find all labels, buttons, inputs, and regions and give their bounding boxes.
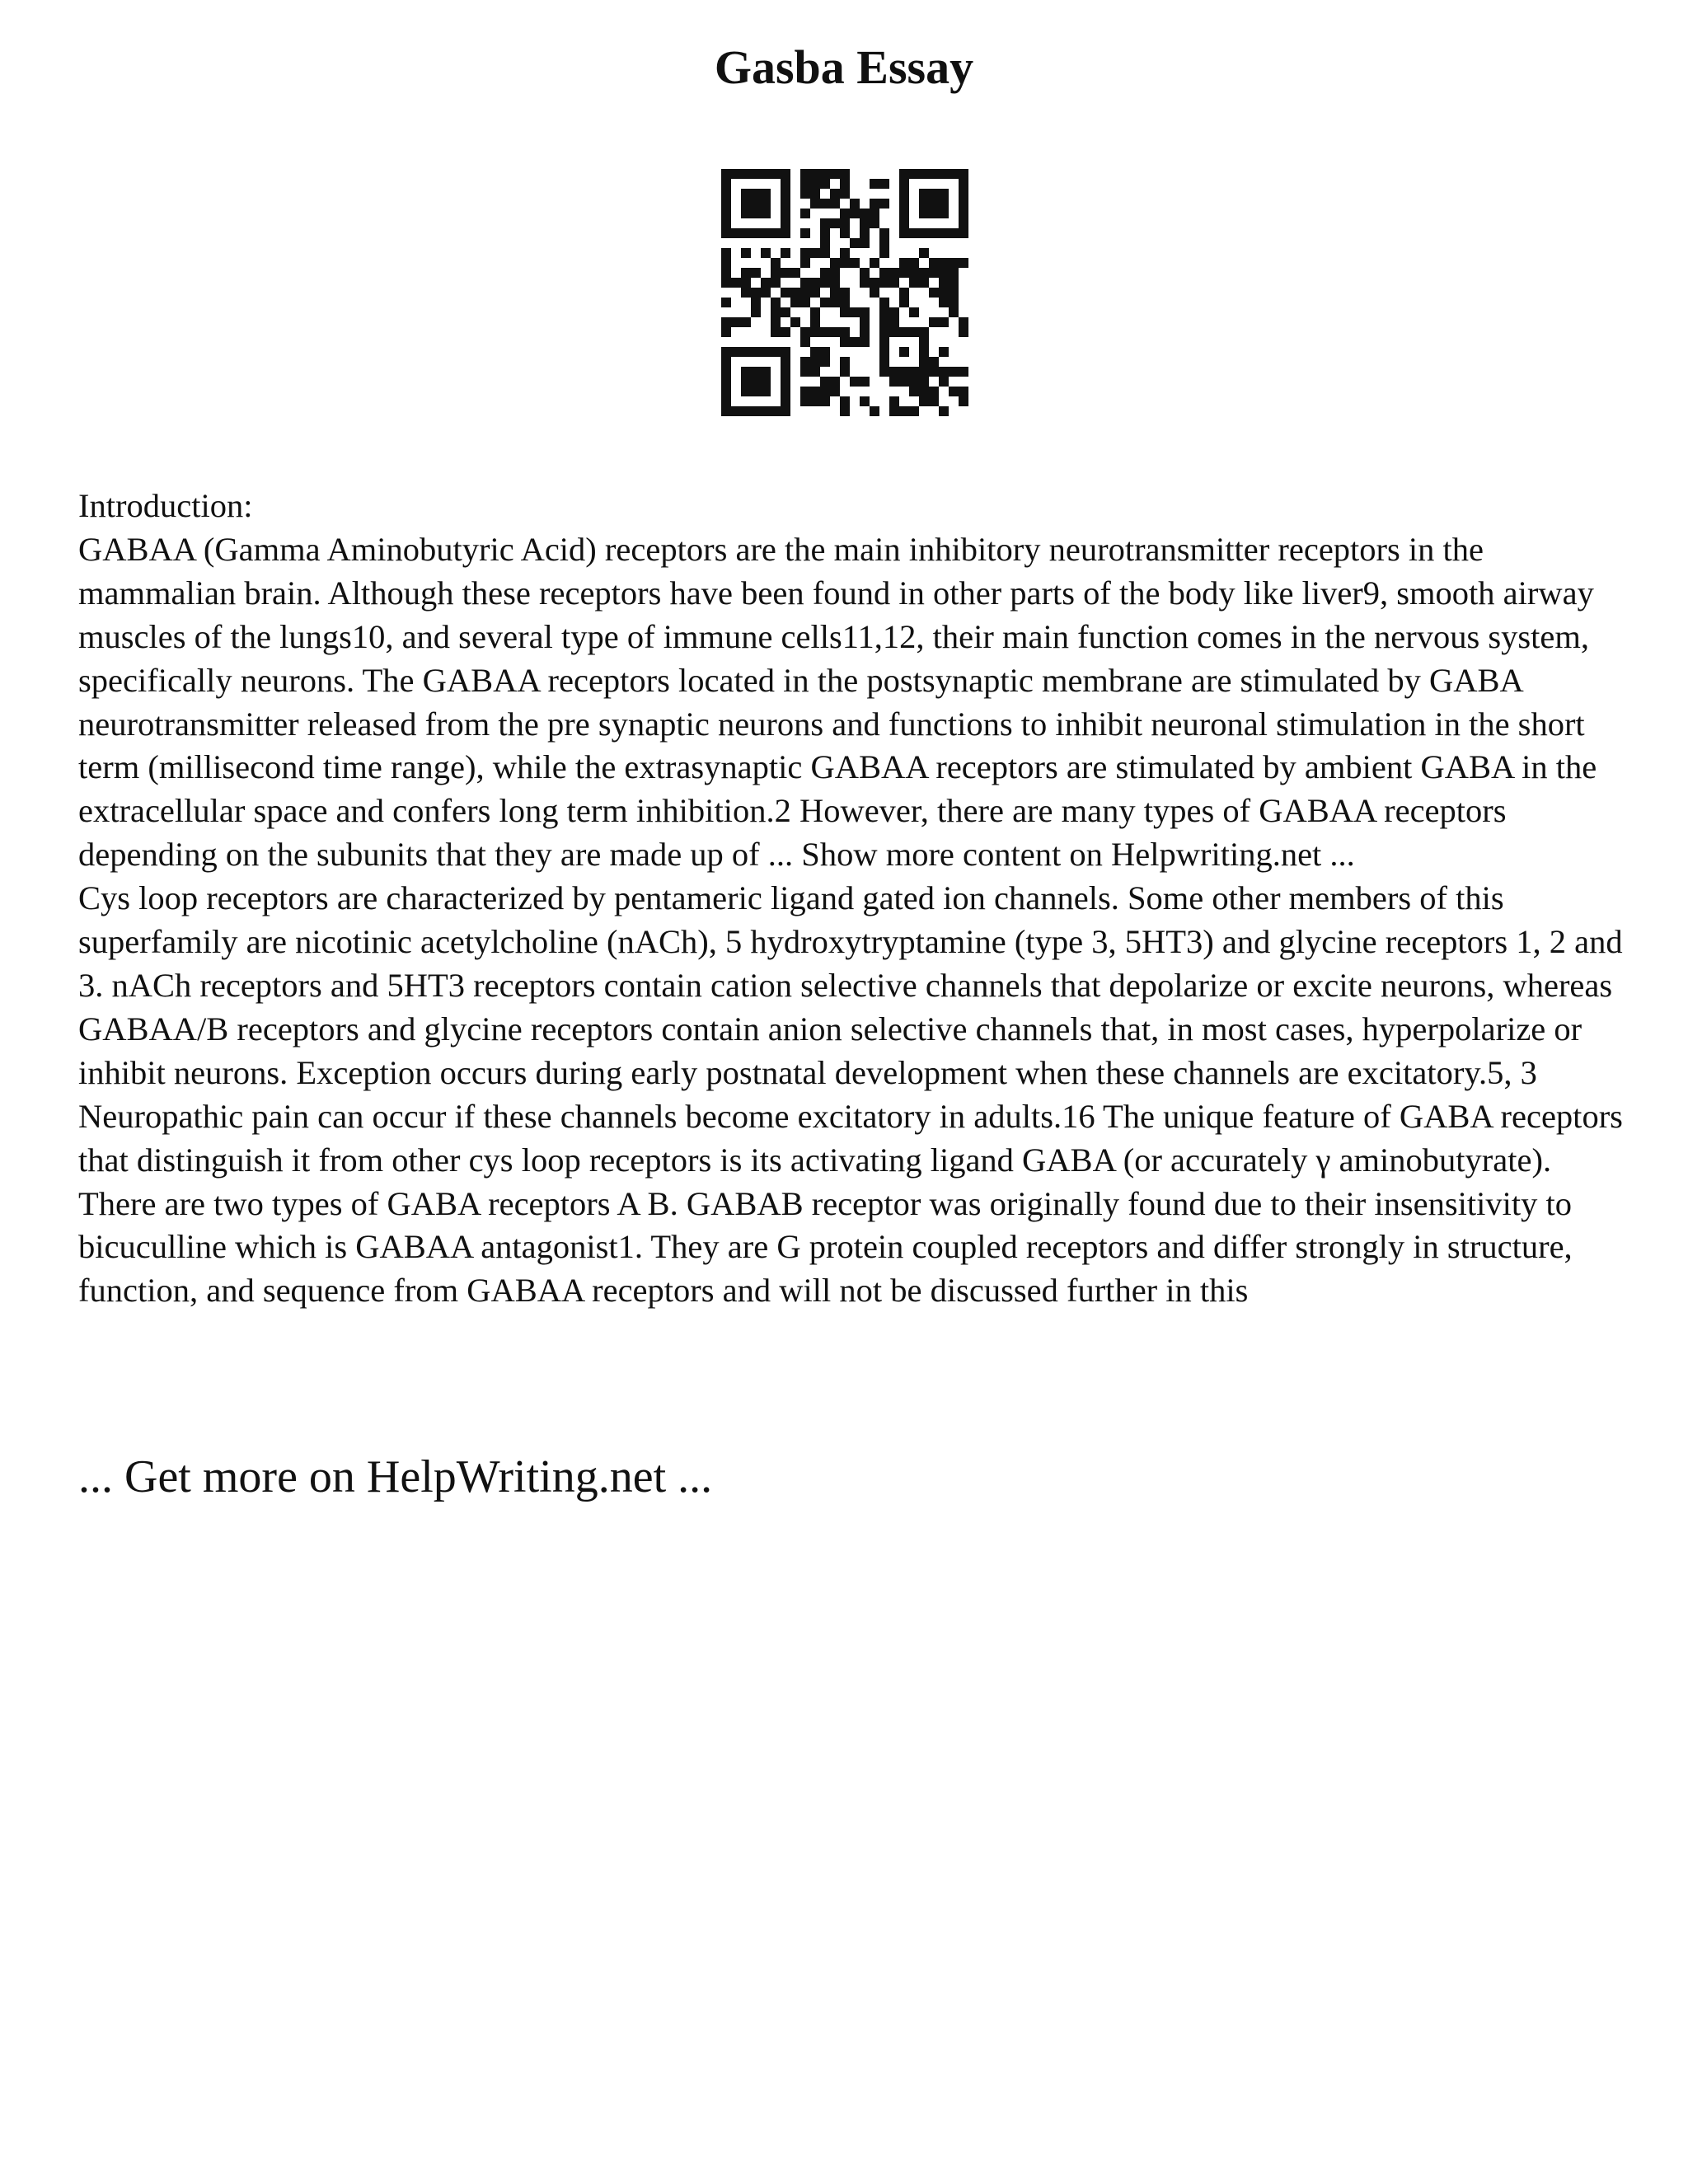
paragraph-1: GABAA (Gamma Aminobutyric Acid) receptors are the main inhibitory neurotransmitter receptors in the mammalian brain. Although these receptors have been found in other parts of the body like liver9, smooth airway muscles of the lungs10, and several type of immune cells11,12, their main function comes in the nervous system, specifically neurons. The GABAA receptors located in the postsynaptic membrane are stimulated by GABA neurotransmitter released from the pre synaptic neurons and functions to inhibit neuronal stimulation in the short term (millisecond time range), while the extrasynaptic GABAA receptors are stimulated by ambient GABA in the extracellular space and confers long term inhibition.2 However, there are many types of GABAA receptors depending on the subunits that they are made up of ... Show more content on Helpwriting.net ... xyxy=(78,530,1597,874)
essay-body xyxy=(78,485,1628,1313)
paragraph-2: Cys loop receptors are characterized by pentameric ligand gated ion channels. Some other members of this superfamily are nicotinic acetylcholine (nACh), 5 hydroxytryptamine (type 3, 5HT3) and glycine receptors 1, 2 and 3. nACh receptors and 5HT3 receptors contain cation selective channels that depolarize or excite neurons, whereas GABAA/B receptors and glycine receptors contain anion selective channels that, in most cases, hyperpolarize or inhibit neurons. Exception occurs during early postnatal development when these channels are excitatory.5, 3 Neuropathic pain can occur if these channels become excitatory in adults.16 The unique feature of GABA receptors that distinguish it from other cys loop receptors is its activating ligand GABA (or accurately γ aminobutyrate). There are two types of GABA receptors A B. GABAB receptor was originally found due to their insensitivity to bicuculline which is GABAA antagonist1. They are G protein coupled receptors and differ strongly in structure, function, and sequence from GABAA receptors and will not be discussed further in this xyxy=(78,879,1623,1310)
document-title: Gasba Essay xyxy=(714,40,974,94)
intro-heading: Introduction: xyxy=(78,487,253,524)
get-more-link[interactable]: ... Get more on HelpWriting.net ... xyxy=(78,1451,713,1502)
qr-code-icon xyxy=(721,169,968,416)
